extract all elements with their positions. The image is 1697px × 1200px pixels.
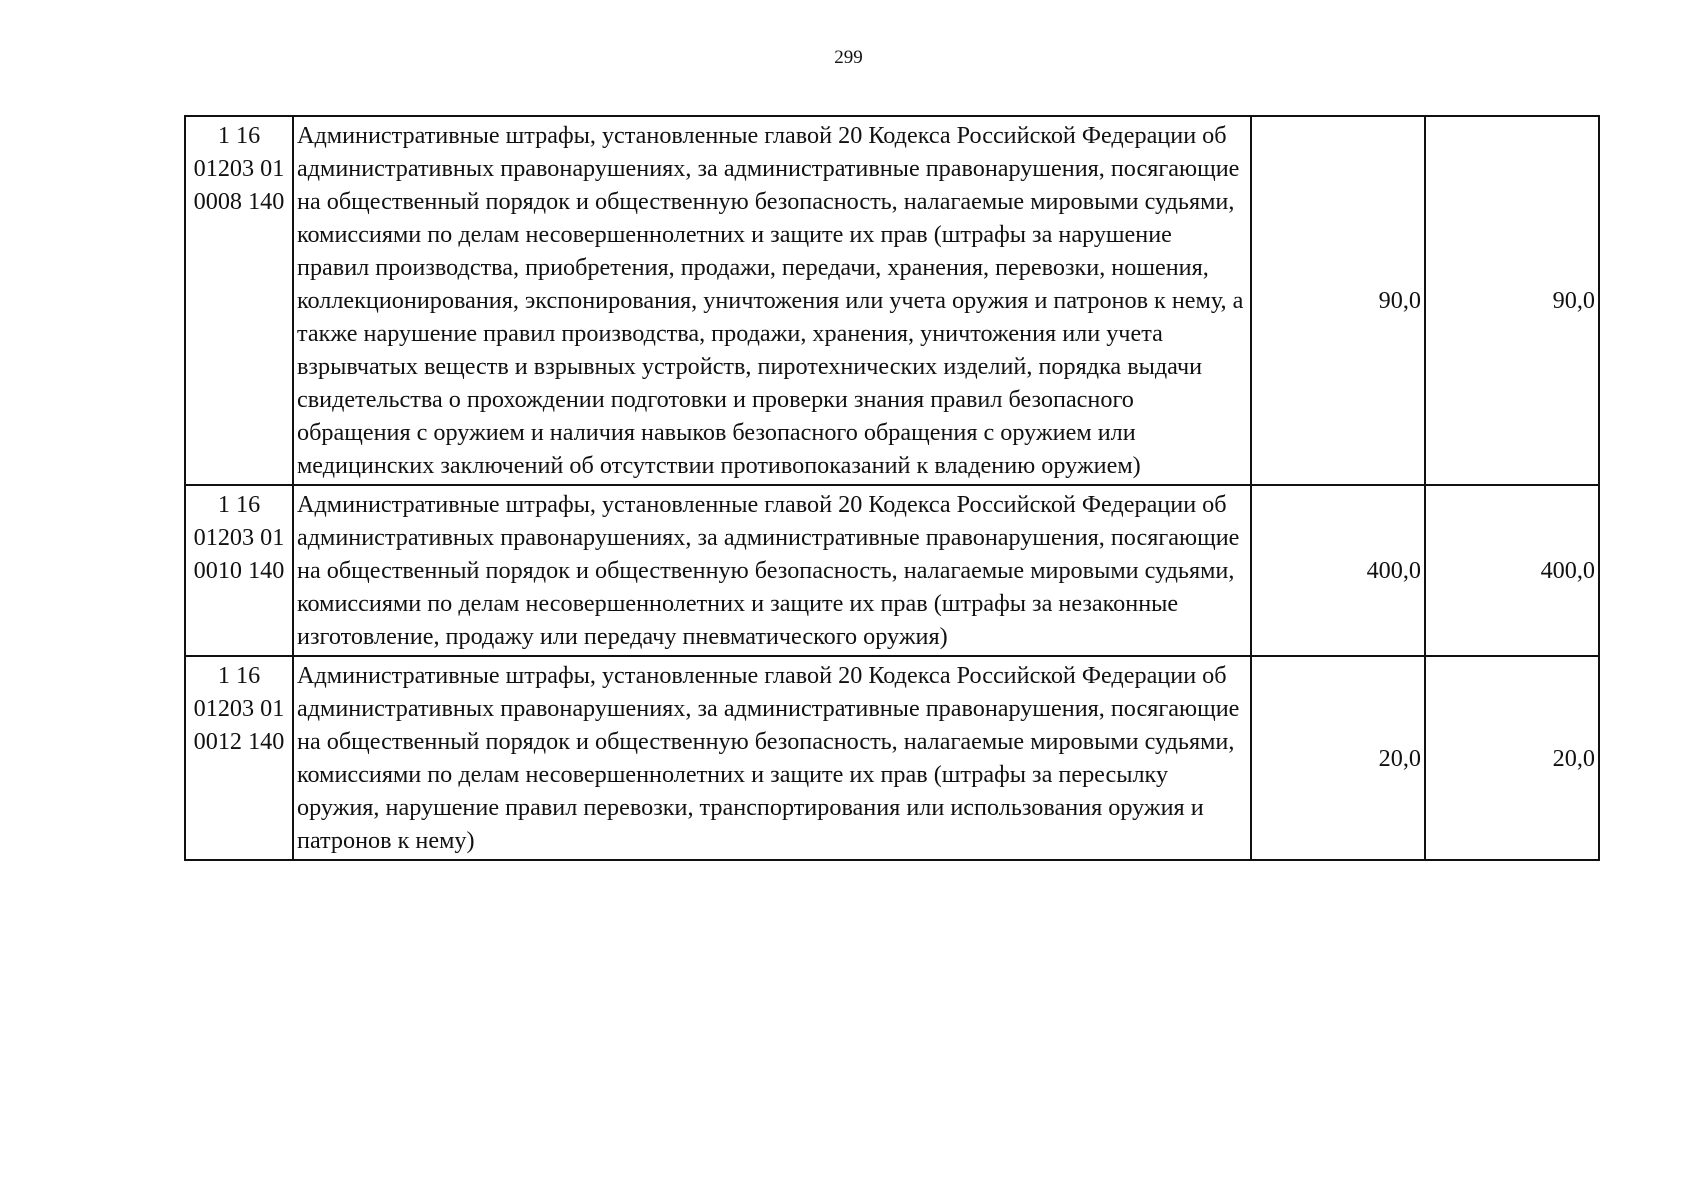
budget-table (184, 115, 1600, 861)
description-cell: Административные штрафы, установленные главой 20 Кодекса Российской Федерации об административных правонарушениях, за административные правонарушения, посягающие на общественный порядок и общественную безопасность, налагаемые мировыми судьями, комиссиями по делам несовершеннолетних и защите их прав (штрафы за нарушение правил производства, приобретения, продажи, передачи, хранения, перевозки, ношения, коллекционирования, экспонирования, уничтожения или учета оружия и патронов к нему, а также нарушение правил производства, продажи, хранения, уничтожения или учета взрывчатых веществ и взрывных устройств, пиротехнических изделий, порядка выдачи свидетельства о прохождении подготовки и проверки знания правил безопасного обращения с оружием и наличия навыков безопасного обращения с оружием или медицинских заключений об отсутствии противопоказаний к владению оружием) (293, 116, 1251, 485)
description-cell: Административные штрафы, установленные главой 20 Кодекса Российской Федерации об административных правонарушениях, за административные правонарушения, посягающие на общественный порядок и общественную безопасность, налагаемые мировыми судьями, комиссиями по делам несовершеннолетних и защите их прав (штрафы за пересылку оружия, нарушение правил перевозки, транспортирования или использования оружия и патронов к нему) (293, 656, 1251, 860)
description-cell: Административные штрафы, установленные главой 20 Кодекса Российской Федерации об административных правонарушениях, за административные правонарушения, посягающие на общественный порядок и общественную безопасность, налагаемые мировыми судьями, комиссиями по делам несовершеннолетних и защите их прав (штрафы за незаконные изготовление, продажу или передачу пневматического оружия) (293, 485, 1251, 656)
budget-code-cell: 1 16 01203 01 0012 140 (185, 656, 293, 860)
value-cell-1: 90,0 (1251, 116, 1425, 485)
value-cell-1: 400,0 (1251, 485, 1425, 656)
value-cell-2: 90,0 (1425, 116, 1599, 485)
table-row (185, 116, 1599, 485)
budget-code-cell: 1 16 01203 01 0008 140 (185, 116, 293, 485)
budget-code-cell: 1 16 01203 01 0010 140 (185, 485, 293, 656)
table-row (185, 656, 1599, 860)
page-number: 299 (834, 47, 863, 68)
value-cell-1: 20,0 (1251, 656, 1425, 860)
value-cell-2: 20,0 (1425, 656, 1599, 860)
value-cell-2: 400,0 (1425, 485, 1599, 656)
table-row (185, 485, 1599, 656)
